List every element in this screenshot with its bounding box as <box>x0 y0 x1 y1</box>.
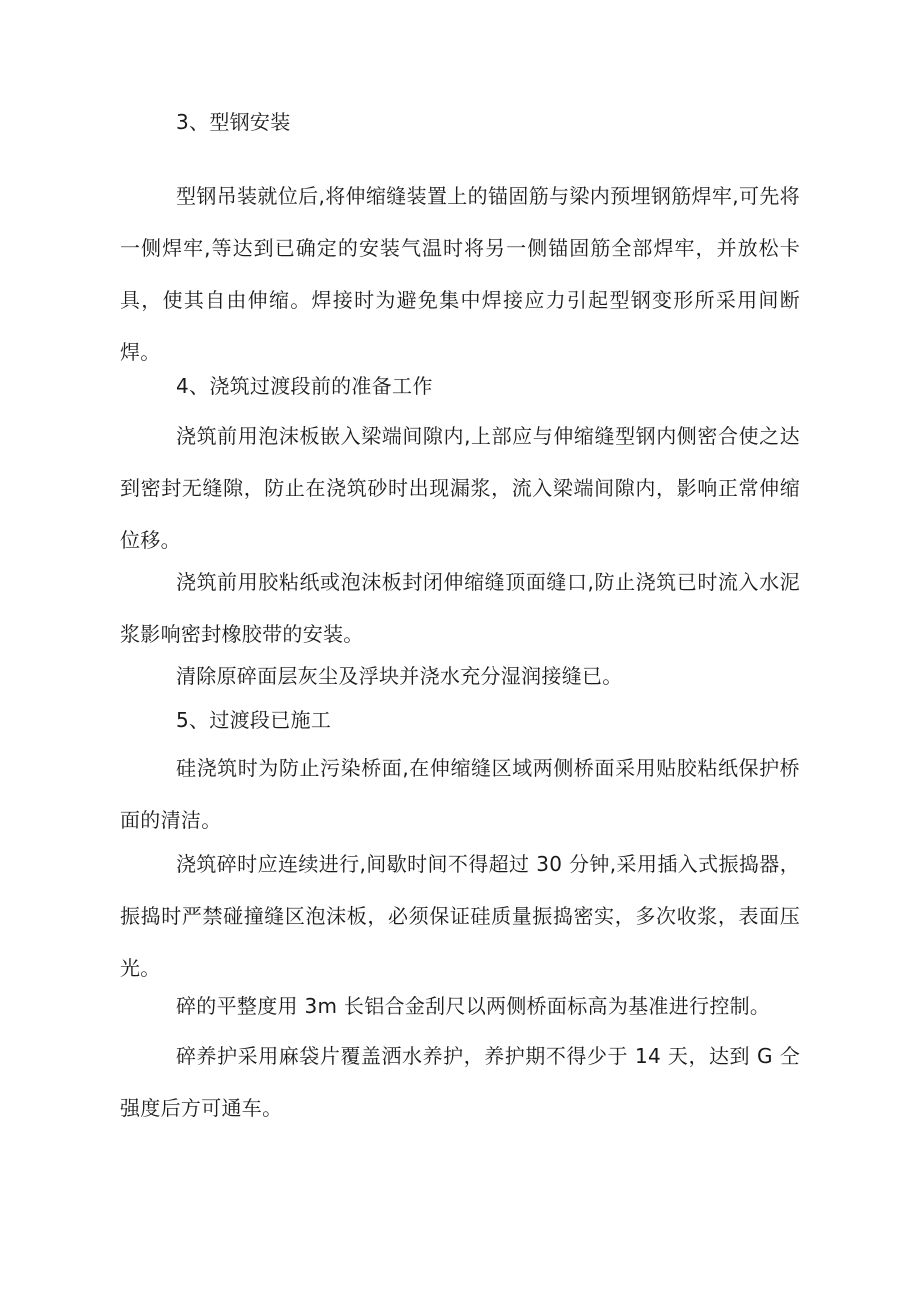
section-5-paragraph-3: 碎的平整度用 3m 长铝合金刮尺以两侧桥面标高为基准进行控制。 <box>176 994 771 1018</box>
section-4-paragraph-3: 清除原碎面层灰尘及浮块并浇水充分湿润接缝已。 <box>176 664 623 688</box>
section-5-paragraph-4: 碎养护采用麻袋片覆盖洒水养护，养护期不得少于 14 天，达到 G 仝强度后方可通车。 <box>120 1044 800 1120</box>
section-5-paragraph-1: 硅浇筑时为防止污染桥面,在伸缩缝区域两侧桥面采用贴胶粘纸保护桥面的清洁。 <box>120 756 800 832</box>
section-5-heading: 5、过渡段已施工 <box>176 708 332 732</box>
section-3-paragraph: 型钢吊装就位后,将伸缩缝装置上的锚固筋与梁内预埋钢筋焊牢,可先将一侧焊牢,等达到已确定的安装气温时将另一侧锚固筋全部焊牢，并放松卡具，使其自由伸缩。焊接时为避免集中焊接应力引起型钢变形所采用间断焊。 <box>120 184 800 364</box>
section-4-paragraph-2: 浇筑前用胶粘纸或泡沫板封闭伸缩缝顶面缝口,防止浇筑已时流入水泥浆影响密封橡胶带的安装。 <box>120 570 800 646</box>
section-3-heading: 3、型钢安装 <box>176 110 291 134</box>
section-5-paragraph-2: 浇筑碎时应连续进行,间歇时间不得超过 30 分钟,采用插入式振捣器，振捣时严禁碰撞缝区泡沫板，必须保证硅质量振捣密实，多次收浆，表面压光。 <box>120 852 800 980</box>
section-4-paragraph-1: 浇筑前用泡沫板嵌入梁端间隙内,上部应与伸缩缝型钢内侧密合使之达到密封无缝隙，防止在浇筑砂时出现漏浆，流入梁端间隙内，影响正常伸缩位移。 <box>120 424 800 552</box>
section-4-heading: 4、浇筑过渡段前的准备工作 <box>176 374 433 398</box>
